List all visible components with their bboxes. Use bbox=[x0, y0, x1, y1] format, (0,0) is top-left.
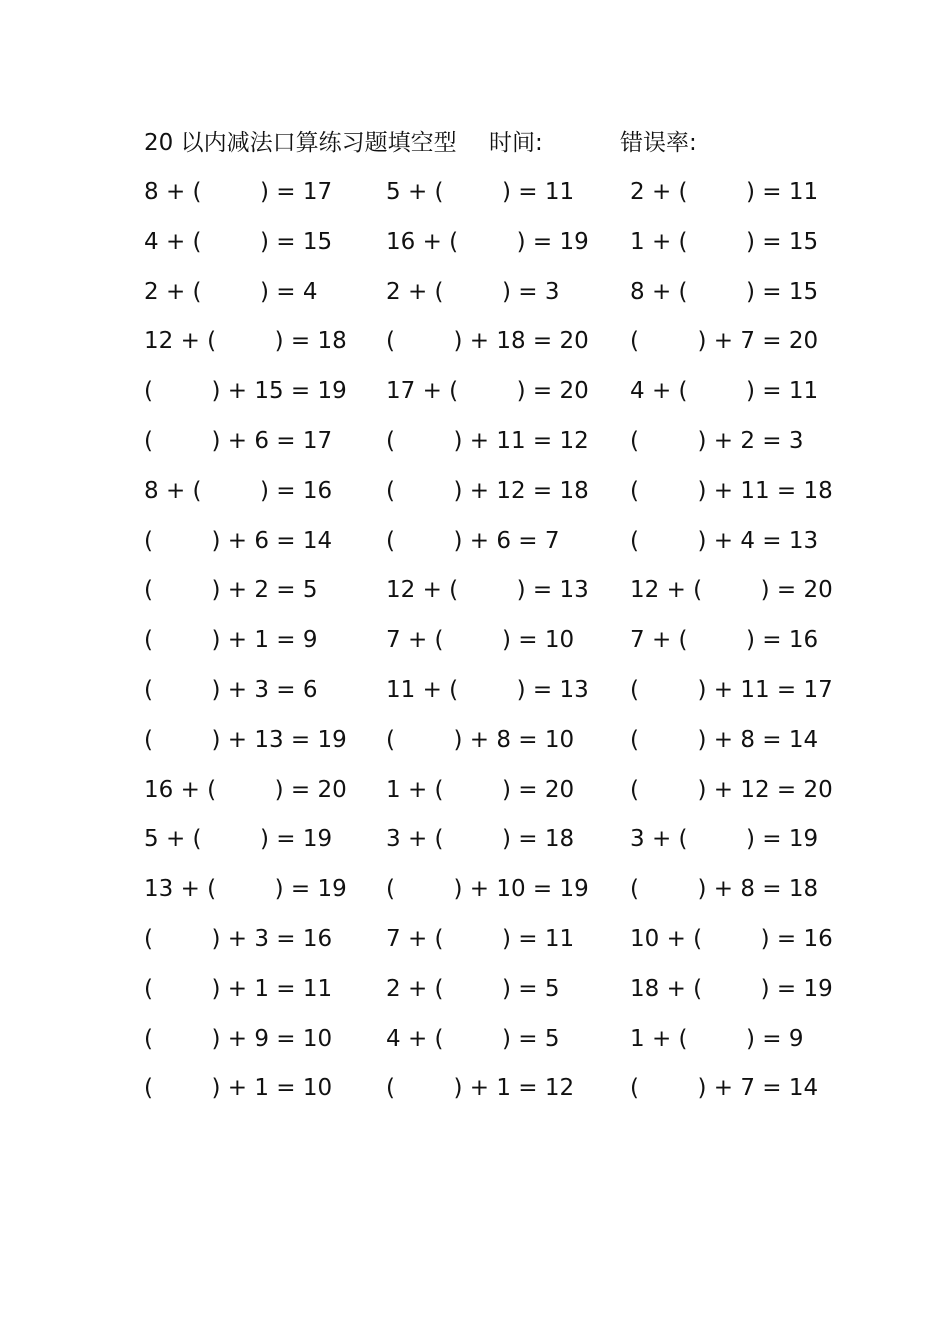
problem-item: ( ) + 8 = 18 bbox=[630, 876, 819, 903]
problem-item: ( ) + 15 = 19 bbox=[144, 378, 347, 405]
problem-column-3 bbox=[630, 172, 833, 1118]
problem-item: 2 + ( ) = 3 bbox=[386, 278, 560, 305]
worksheet-title: 20 以内减法口算练习题填空型 bbox=[144, 130, 457, 156]
problem-item: ( ) + 11 = 12 bbox=[386, 427, 589, 454]
problem-item: ( ) + 1 = 12 bbox=[386, 1075, 575, 1102]
problem-column-2 bbox=[386, 172, 589, 1118]
problem-item: 5 + ( ) = 19 bbox=[144, 826, 333, 853]
error-rate-label: 错误率: bbox=[620, 130, 697, 156]
time-label: 时间: bbox=[489, 130, 543, 156]
problem-item: 5 + ( ) = 11 bbox=[386, 179, 575, 205]
problem-item: ( ) + 18 = 20 bbox=[386, 328, 589, 355]
problem-item: 7 + ( ) = 11 bbox=[386, 925, 575, 952]
problem-item: 2 + ( ) = 11 bbox=[630, 179, 819, 205]
problem-item: ( ) + 1 = 10 bbox=[144, 1075, 333, 1102]
problem-item: 7 + ( ) = 16 bbox=[630, 627, 819, 654]
problem-item: 17 + ( ) = 20 bbox=[386, 378, 589, 405]
problem-item: ( ) + 13 = 19 bbox=[144, 726, 347, 753]
problem-item: 7 + ( ) = 10 bbox=[386, 627, 575, 654]
problem-item: 4 + ( ) = 5 bbox=[386, 1025, 560, 1052]
problem-item: 8 + ( ) = 15 bbox=[630, 278, 819, 305]
problem-item: 4 + ( ) = 15 bbox=[144, 228, 333, 255]
problem-item: ( ) + 12 = 18 bbox=[386, 477, 589, 504]
problem-item: ( ) + 12 = 20 bbox=[630, 776, 833, 803]
problem-item: 1 + ( ) = 20 bbox=[386, 776, 575, 803]
problem-item: ( ) + 8 = 14 bbox=[630, 726, 819, 753]
problem-item: 4 + ( ) = 11 bbox=[630, 378, 819, 405]
problem-item: ( ) + 3 = 16 bbox=[144, 925, 333, 952]
problem-item: ( ) + 7 = 14 bbox=[630, 1075, 819, 1102]
problem-item: ( ) + 8 = 10 bbox=[386, 726, 575, 753]
problem-item: 1 + ( ) = 9 bbox=[630, 1025, 804, 1052]
problem-item: ( ) + 1 = 11 bbox=[144, 975, 333, 1002]
problem-item: 13 + ( ) = 19 bbox=[144, 876, 347, 903]
problem-item: 1 + ( ) = 15 bbox=[630, 228, 819, 255]
problem-item: ( ) + 3 = 6 bbox=[144, 676, 318, 703]
problem-item: 2 + ( ) = 4 bbox=[144, 278, 318, 305]
problem-item: 3 + ( ) = 19 bbox=[630, 826, 819, 853]
problem-item: ( ) + 2 = 3 bbox=[630, 427, 804, 454]
problem-item: ( ) + 11 = 18 bbox=[630, 477, 833, 504]
problem-item: 12 + ( ) = 18 bbox=[144, 328, 347, 355]
problem-column-1 bbox=[144, 172, 347, 1118]
problem-item: ( ) + 6 = 17 bbox=[144, 427, 333, 454]
problem-item: 2 + ( ) = 5 bbox=[386, 975, 560, 1002]
problem-item: ( ) + 2 = 5 bbox=[144, 577, 318, 604]
problem-item: ( ) + 1 = 9 bbox=[144, 627, 318, 654]
problem-item: ( ) + 11 = 17 bbox=[630, 676, 833, 703]
problem-item: ( ) + 7 = 20 bbox=[630, 328, 819, 355]
problem-item: 8 + ( ) = 17 bbox=[144, 179, 333, 205]
problem-item: ( ) + 4 = 13 bbox=[630, 527, 819, 554]
problem-item: 12 + ( ) = 20 bbox=[630, 577, 833, 604]
problem-item: ( ) + 10 = 19 bbox=[386, 876, 589, 903]
problem-item: 8 + ( ) = 16 bbox=[144, 477, 333, 504]
problem-item: 16 + ( ) = 20 bbox=[144, 776, 347, 803]
problem-item: 18 + ( ) = 19 bbox=[630, 975, 833, 1002]
problem-item: 12 + ( ) = 13 bbox=[386, 577, 589, 604]
problem-item: ( ) + 6 = 7 bbox=[386, 527, 560, 554]
problem-item: ( ) + 9 = 10 bbox=[144, 1025, 333, 1052]
problem-item: ( ) + 6 = 14 bbox=[144, 527, 333, 554]
problem-item: 11 + ( ) = 13 bbox=[386, 676, 589, 703]
problem-item: 16 + ( ) = 19 bbox=[386, 228, 589, 255]
problem-item: 3 + ( ) = 18 bbox=[386, 826, 575, 853]
problem-item: 10 + ( ) = 16 bbox=[630, 925, 833, 952]
